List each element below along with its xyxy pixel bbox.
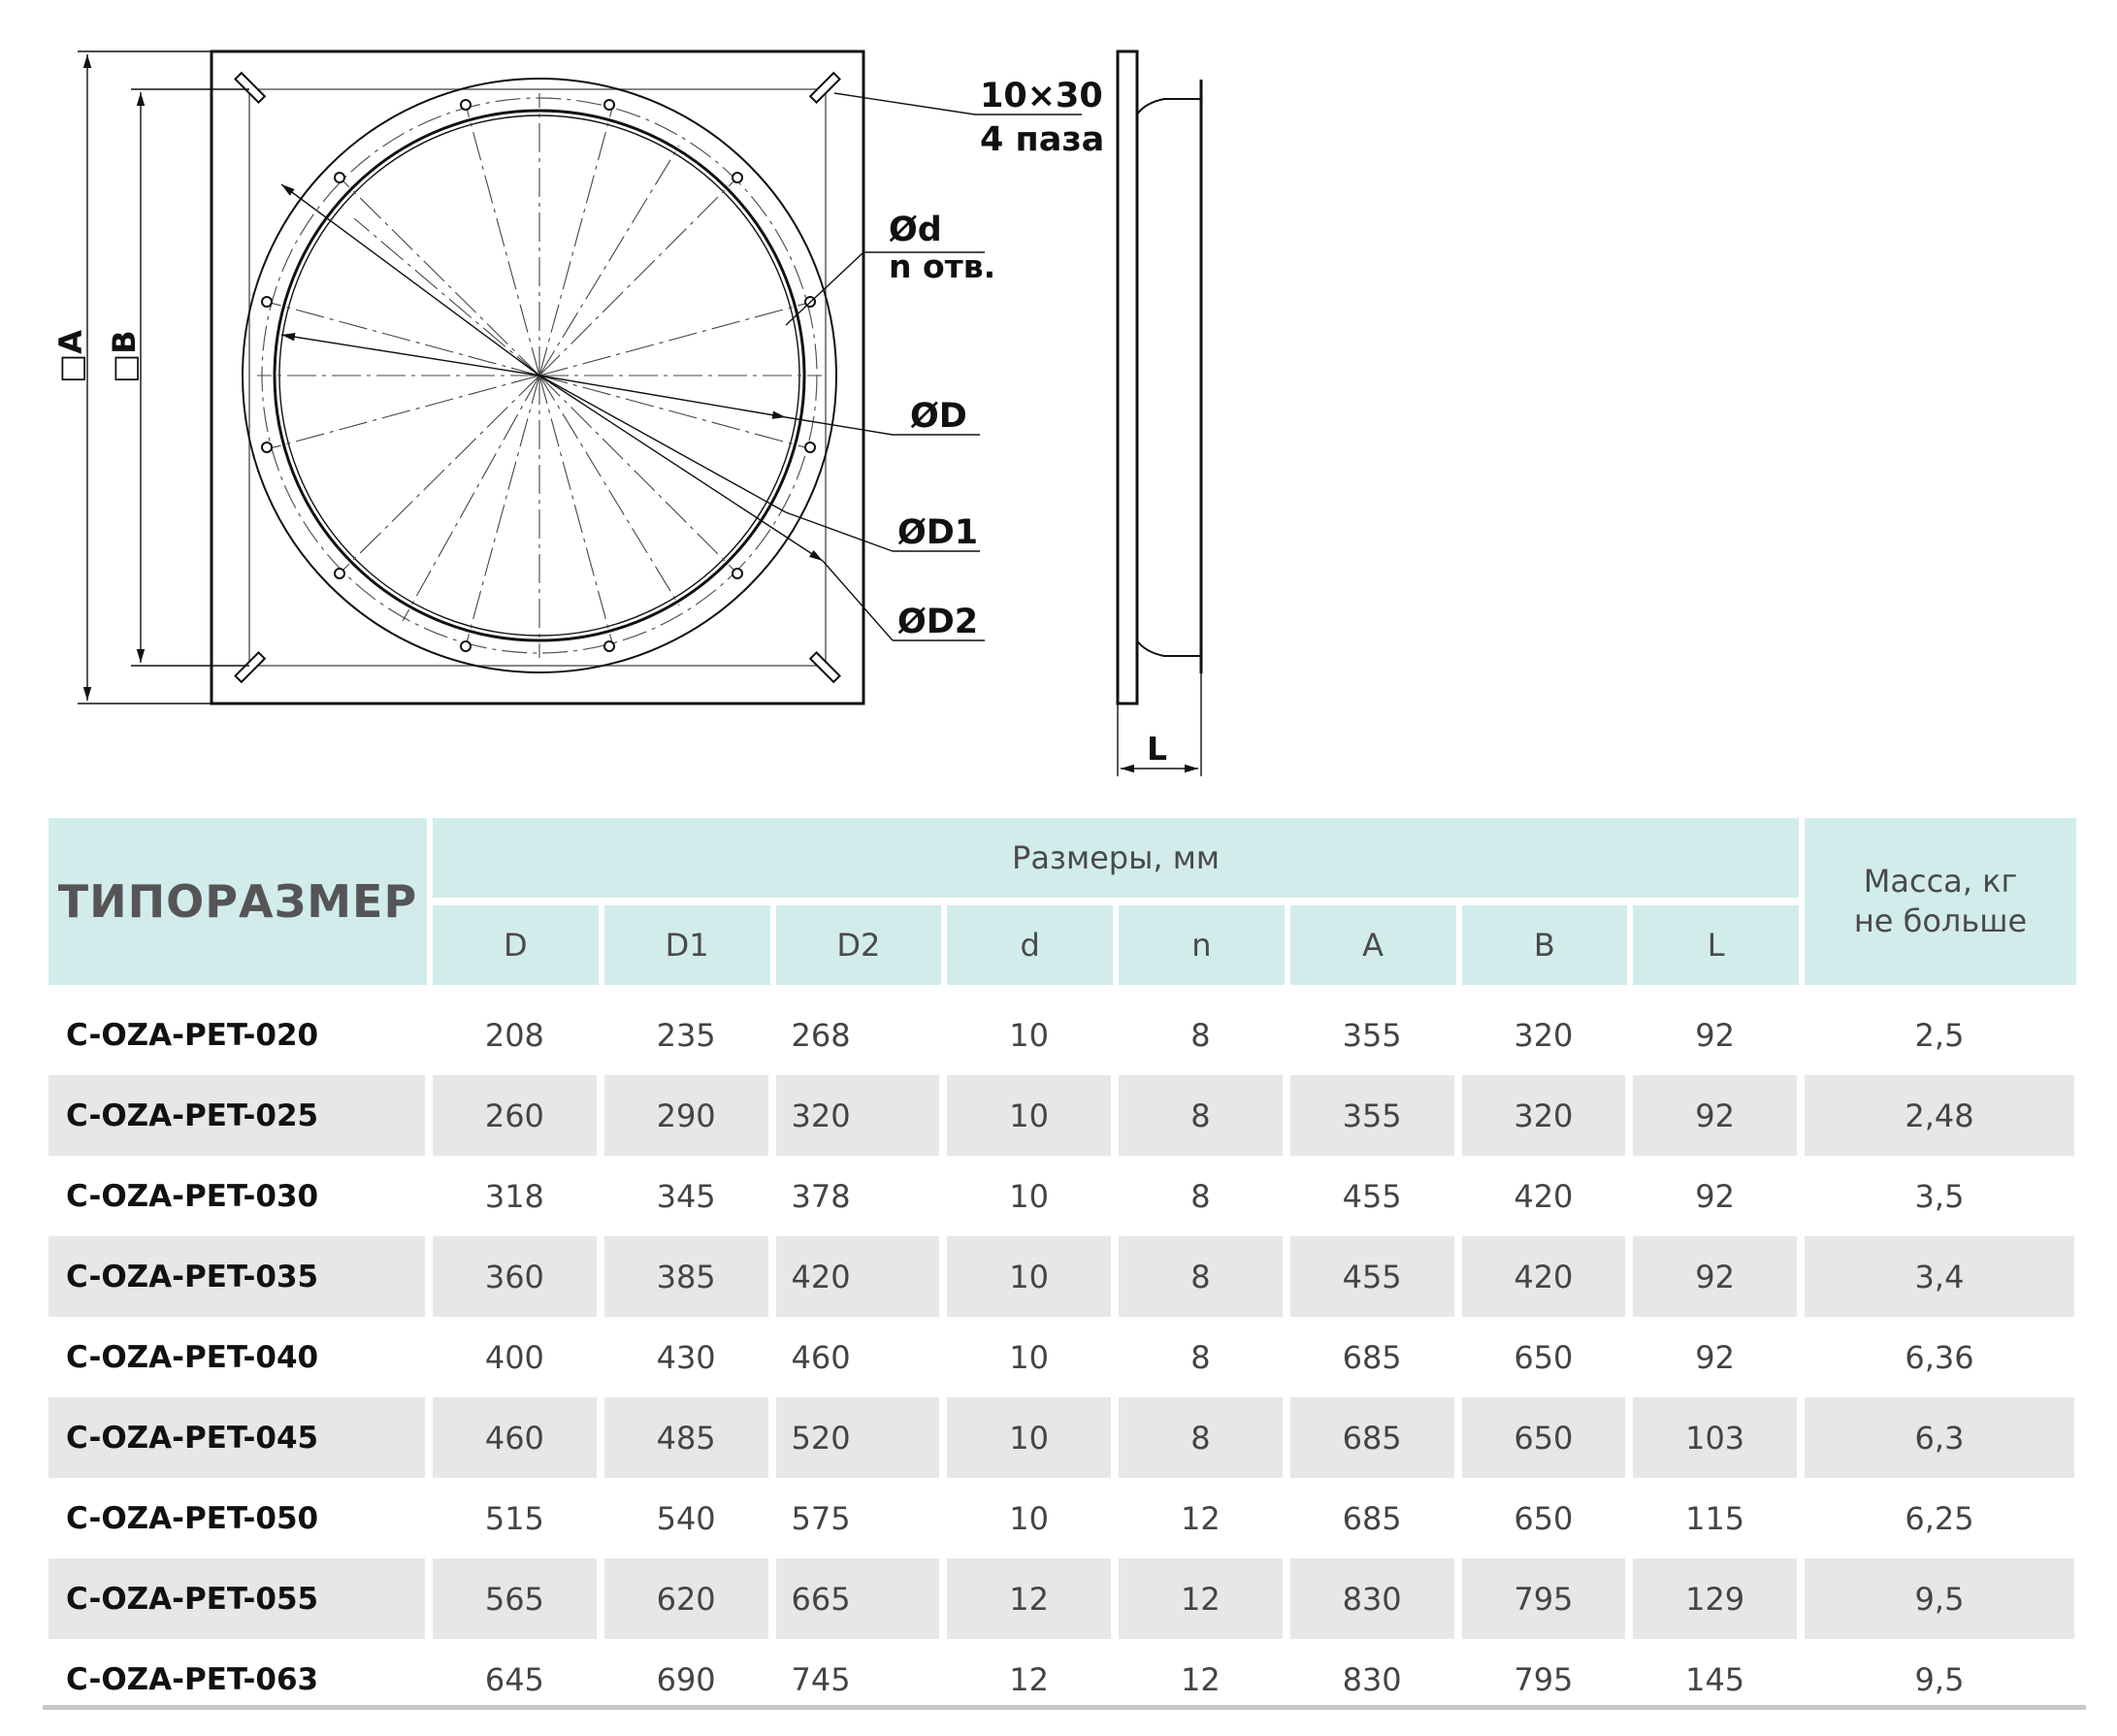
cell-b: 795 xyxy=(1462,1639,1628,1720)
table-row xyxy=(49,1156,2076,1236)
cell-mass: 6,25 xyxy=(1805,1478,2076,1558)
slot-label-count: 4 паза xyxy=(980,120,1105,159)
cell-a: 830 xyxy=(1290,1558,1456,1639)
mass-header-line-2: не больше xyxy=(1853,902,2028,939)
cell-d1: 485 xyxy=(604,1397,770,1478)
cell-mass: 9,5 xyxy=(1805,1639,2076,1720)
row-type-name: C-OZA-PET-063 xyxy=(49,1639,427,1720)
cell-d: 318 xyxy=(433,1156,599,1236)
cell-d: 260 xyxy=(433,1075,599,1156)
cell-d1: 235 xyxy=(604,985,770,1075)
cell-mass: 6,36 xyxy=(1805,1317,2076,1397)
col-header: B xyxy=(1462,898,1628,985)
cell-d2: 460 xyxy=(776,1317,942,1397)
cell-n: 8 xyxy=(1119,985,1285,1075)
cell-n: 8 xyxy=(1119,1317,1285,1397)
cell-n: 8 xyxy=(1119,1156,1285,1236)
cell-a: 830 xyxy=(1290,1639,1456,1720)
row-type-name: C-OZA-PET-025 xyxy=(49,1075,427,1156)
table-row xyxy=(49,1317,2076,1397)
col-header: D1 xyxy=(604,898,770,985)
cell-d1: 540 xyxy=(604,1478,770,1558)
cell-d: 10 xyxy=(947,1156,1113,1236)
label-A: □A xyxy=(52,330,89,383)
col-header: L xyxy=(1633,898,1799,985)
row-type-name: C-OZA-PET-020 xyxy=(49,985,427,1075)
row-type-name: C-OZA-PET-040 xyxy=(49,1317,427,1397)
cell-n: 8 xyxy=(1119,1397,1285,1478)
cell-l: 129 xyxy=(1633,1558,1799,1639)
spec-table xyxy=(43,818,2082,1720)
cell-b: 320 xyxy=(1462,1075,1628,1156)
col-header: D2 xyxy=(776,898,942,985)
cell-a: 455 xyxy=(1290,1236,1456,1317)
label-D1: ØD1 xyxy=(897,513,979,552)
cell-mass: 3,5 xyxy=(1805,1156,2076,1236)
cell-l: 92 xyxy=(1633,1075,1799,1156)
cell-d2: 520 xyxy=(776,1397,942,1478)
cell-a: 355 xyxy=(1290,1075,1456,1156)
cell-b: 650 xyxy=(1462,1317,1628,1397)
cell-d1: 345 xyxy=(604,1156,770,1236)
cell-mass: 2,48 xyxy=(1805,1075,2076,1156)
cell-mass: 2,5 xyxy=(1805,985,2076,1075)
flange-drawing xyxy=(0,0,2117,796)
cell-l: 115 xyxy=(1633,1478,1799,1558)
cell-n: 8 xyxy=(1119,1236,1285,1317)
cell-d: 12 xyxy=(947,1558,1113,1639)
cell-d: 10 xyxy=(947,1478,1113,1558)
sizes-header: Размеры, мм xyxy=(433,818,1799,898)
cell-d1: 385 xyxy=(604,1236,770,1317)
cell-n: 12 xyxy=(1119,1639,1285,1720)
slot-label-size: 10×30 xyxy=(980,77,1103,115)
table-row xyxy=(49,985,2076,1075)
label-B: □B xyxy=(106,330,143,383)
cell-b: 420 xyxy=(1462,1236,1628,1317)
mass-header-line-1: Масса, кг xyxy=(1863,863,2018,900)
table-row xyxy=(49,1397,2076,1478)
cell-a: 355 xyxy=(1290,985,1456,1075)
table-row xyxy=(49,1236,2076,1317)
cell-l: 92 xyxy=(1633,1236,1799,1317)
cell-d2: 320 xyxy=(776,1075,942,1156)
leader-lines xyxy=(281,93,1082,640)
cell-d2: 745 xyxy=(776,1639,942,1720)
cell-n: 8 xyxy=(1119,1075,1285,1156)
cell-d: 10 xyxy=(947,1075,1113,1156)
cell-d: 360 xyxy=(433,1236,599,1317)
row-type-name: C-OZA-PET-030 xyxy=(49,1156,427,1236)
col-header: n xyxy=(1119,898,1285,985)
cell-d: 12 xyxy=(947,1639,1113,1720)
cell-a: 685 xyxy=(1290,1397,1456,1478)
cell-l: 92 xyxy=(1633,1156,1799,1236)
cell-mass: 3,4 xyxy=(1805,1236,2076,1317)
cell-a: 685 xyxy=(1290,1478,1456,1558)
cell-d2: 378 xyxy=(776,1156,942,1236)
cell-d: 565 xyxy=(433,1558,599,1639)
cell-mass: 9,5 xyxy=(1805,1558,2076,1639)
cell-d: 10 xyxy=(947,985,1113,1075)
cell-l: 92 xyxy=(1633,985,1799,1075)
cell-d: 645 xyxy=(433,1639,599,1720)
side-view xyxy=(1118,51,1201,776)
cell-d2: 665 xyxy=(776,1558,942,1639)
cell-d1: 620 xyxy=(604,1558,770,1639)
row-type-name: C-OZA-PET-045 xyxy=(49,1397,427,1478)
cell-d: 400 xyxy=(433,1317,599,1397)
cell-d1: 430 xyxy=(604,1317,770,1397)
table-row xyxy=(49,1075,2076,1156)
table-row xyxy=(49,1478,2076,1558)
cell-a: 455 xyxy=(1290,1156,1456,1236)
dimension-lines xyxy=(78,51,249,704)
cell-d2: 420 xyxy=(776,1236,942,1317)
cell-b: 320 xyxy=(1462,985,1628,1075)
cell-b: 650 xyxy=(1462,1397,1628,1478)
mass-header xyxy=(1805,818,2076,985)
cell-mass: 6,3 xyxy=(1805,1397,2076,1478)
cell-d2: 268 xyxy=(776,985,942,1075)
col-header: A xyxy=(1290,898,1456,985)
label-L: L xyxy=(1147,730,1168,768)
row-type-name: C-OZA-PET-035 xyxy=(49,1236,427,1317)
cell-d: 515 xyxy=(433,1478,599,1558)
cell-a: 685 xyxy=(1290,1317,1456,1397)
col-header: d xyxy=(947,898,1113,985)
hole-label-dia: Ød xyxy=(889,211,942,249)
cell-b: 420 xyxy=(1462,1156,1628,1236)
label-D: ØD xyxy=(910,397,967,436)
row-type-name: C-OZA-PET-055 xyxy=(49,1558,427,1639)
col-header: D xyxy=(433,898,599,985)
cell-d: 460 xyxy=(433,1397,599,1478)
cell-l: 145 xyxy=(1633,1639,1799,1720)
cell-d1: 290 xyxy=(604,1075,770,1156)
cell-d: 208 xyxy=(433,985,599,1075)
table-row xyxy=(49,1558,2076,1639)
cell-d: 10 xyxy=(947,1236,1113,1317)
table-bottom-rule xyxy=(43,1705,2086,1710)
cell-d2: 575 xyxy=(776,1478,942,1558)
cell-d: 10 xyxy=(947,1317,1113,1397)
cell-d1: 690 xyxy=(604,1639,770,1720)
cell-n: 12 xyxy=(1119,1558,1285,1639)
row-type-name: C-OZA-PET-050 xyxy=(49,1478,427,1558)
cell-d: 10 xyxy=(947,1397,1113,1478)
label-D2: ØD2 xyxy=(897,603,979,641)
cell-b: 650 xyxy=(1462,1478,1628,1558)
cell-b: 795 xyxy=(1462,1558,1628,1639)
cell-l: 92 xyxy=(1633,1317,1799,1397)
type-header: ТИПОРАЗМЕР xyxy=(49,818,427,985)
cell-l: 103 xyxy=(1633,1397,1799,1478)
cell-n: 12 xyxy=(1119,1478,1285,1558)
hole-label-count: n отв. xyxy=(889,247,996,285)
